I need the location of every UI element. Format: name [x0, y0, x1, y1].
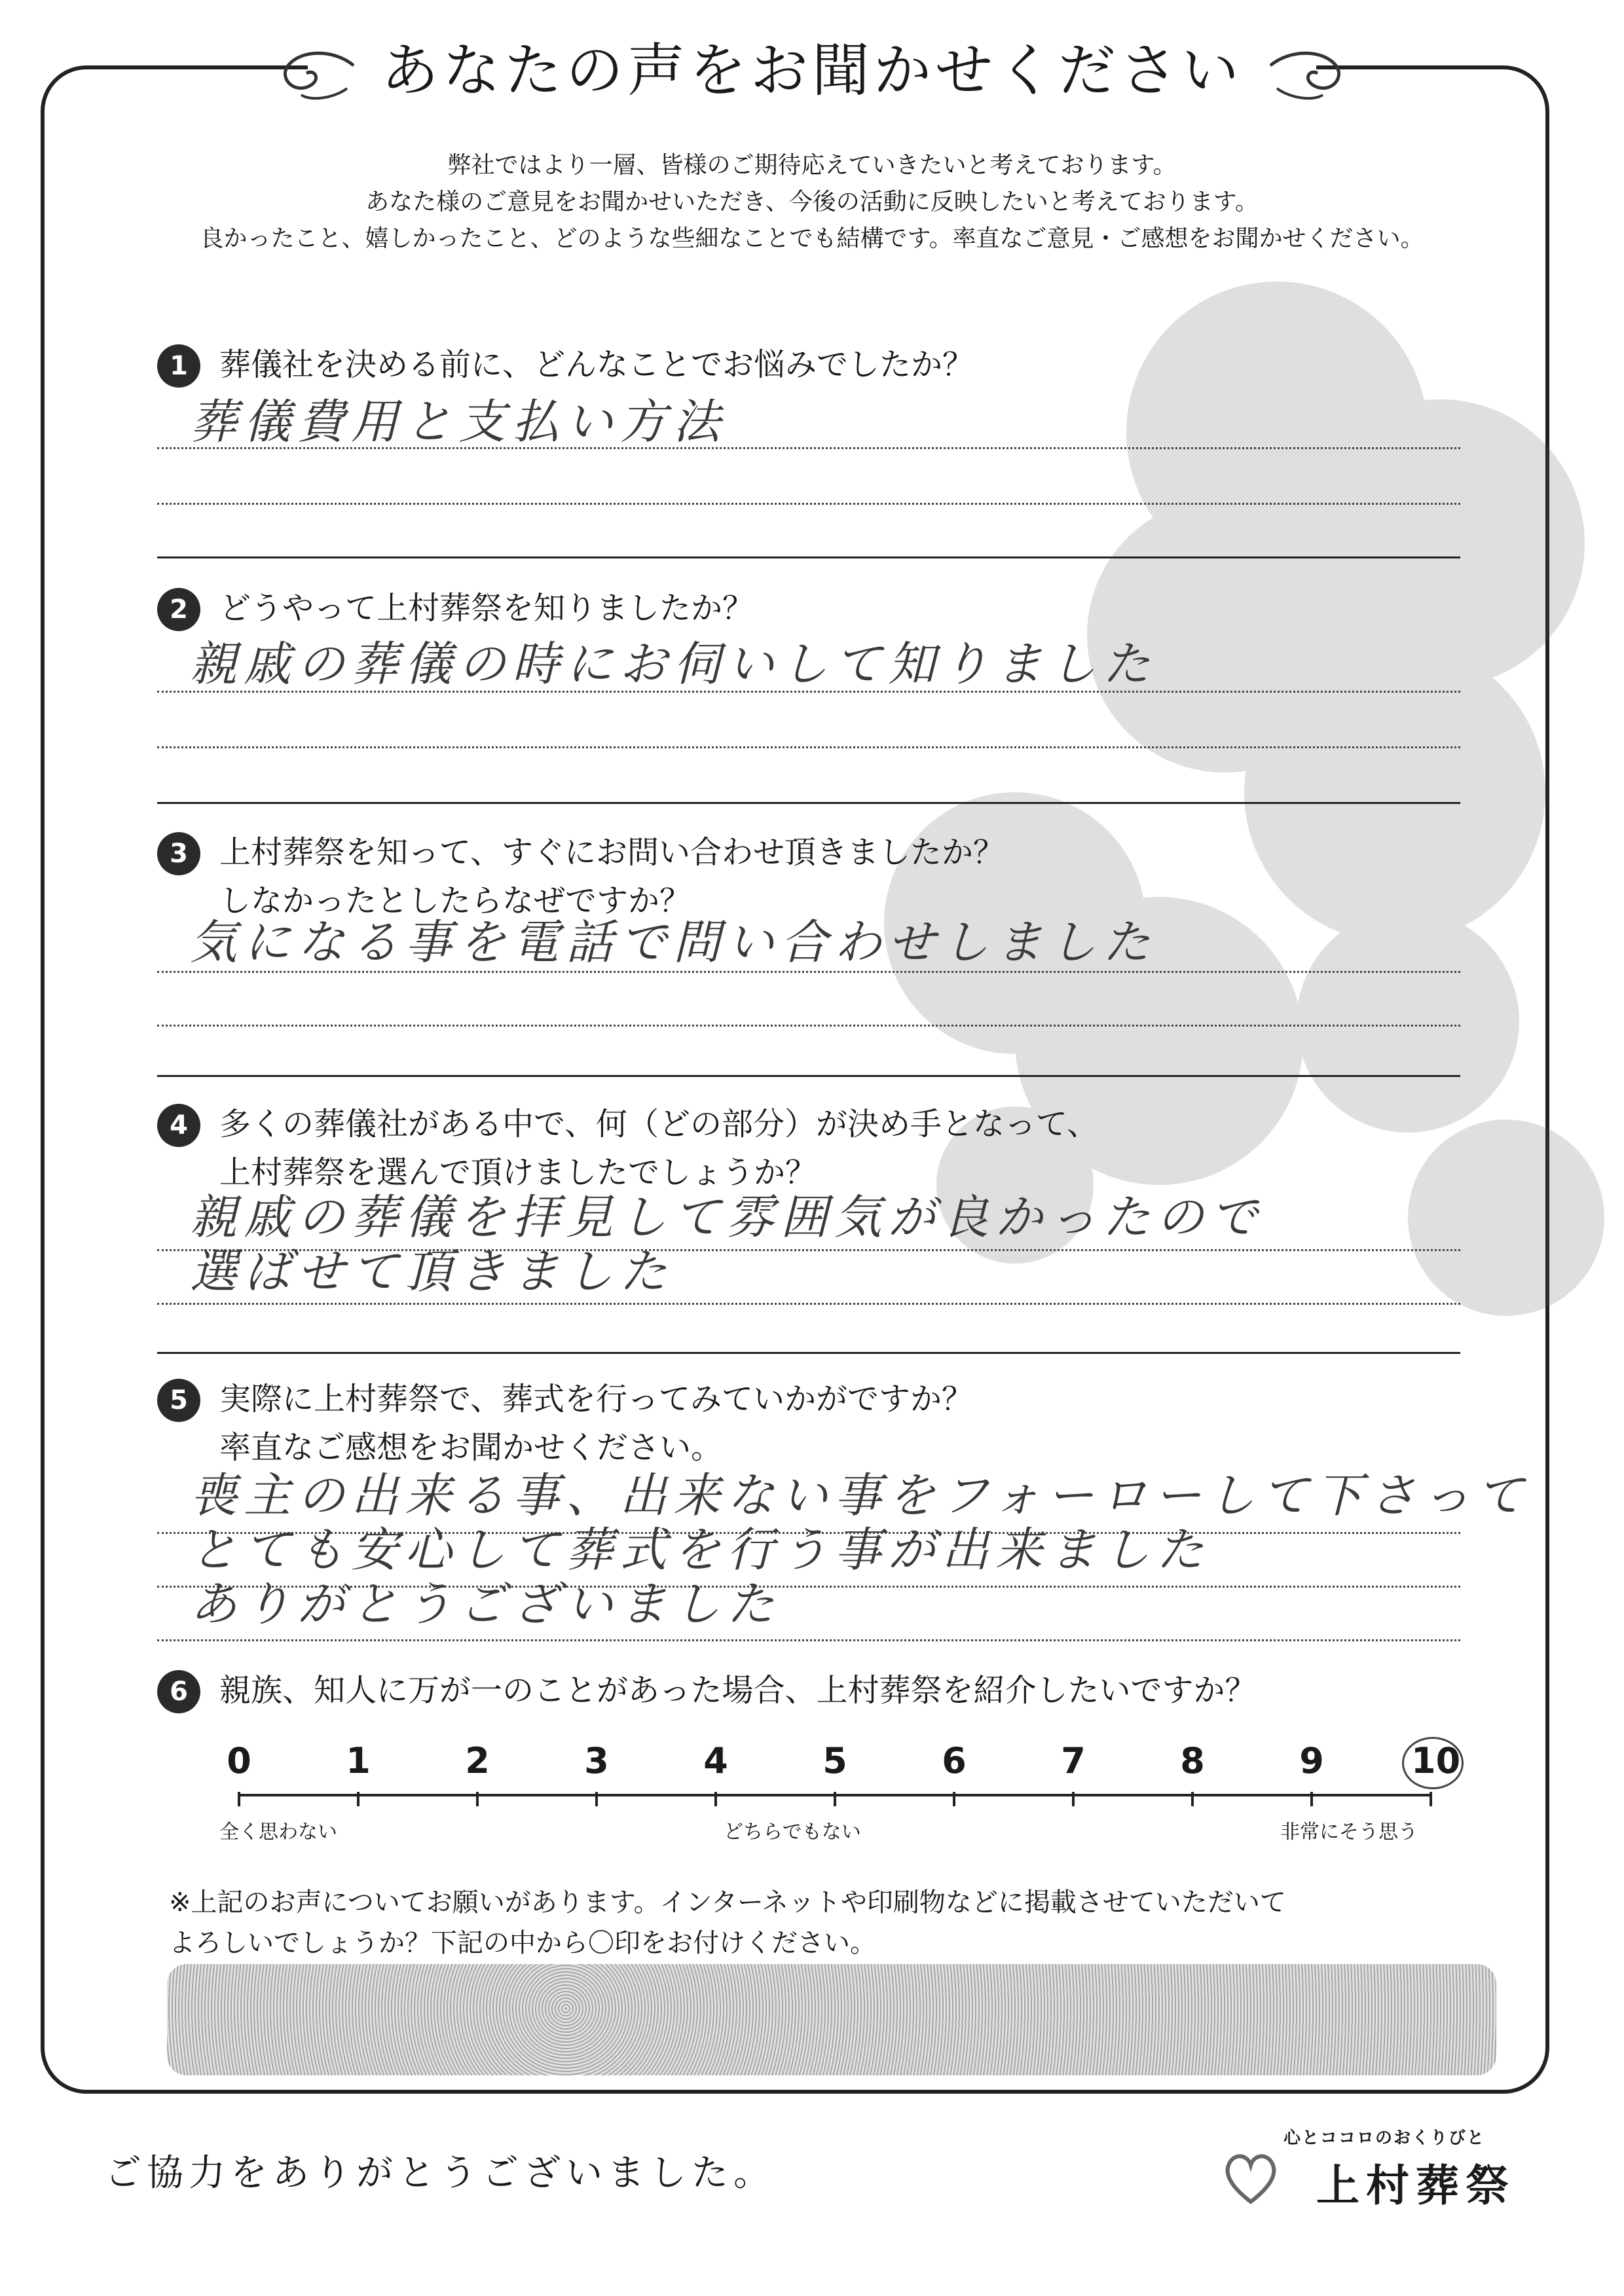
logo-tagline: 心とココロのおくりびと	[1283, 2128, 1486, 2148]
flourish-right-icon	[1264, 46, 1349, 105]
scale-tick-mark	[595, 1792, 598, 1806]
scale-tick-label: 6	[942, 1740, 967, 1781]
redacted-area	[167, 1964, 1496, 2075]
flourish-left-icon	[275, 46, 360, 105]
scale-tick-8	[1173, 1738, 1212, 1784]
intro-line: あなた様のご意見をお聞かせいただき、今後の活動に反映したいと考えております。	[365, 189, 1259, 215]
section-divider	[157, 556, 1460, 558]
answer-line	[157, 971, 1460, 973]
scale-tick-label: 2	[465, 1740, 490, 1781]
scale-tick-1	[339, 1738, 378, 1784]
question-text: 上村葬祭を知って、すぐにお問い合わせ頂きましたか？ しなかったとしたらなぜですか？	[219, 834, 1005, 919]
question-number: 6	[157, 1670, 200, 1713]
intro-line: 弊社ではより一層、皆様のご期待応えていきたいと考えております。	[447, 152, 1177, 179]
answer-5-line-1: 喪主の出来る事、出来ない事をフォーローして下さって	[190, 1468, 1530, 1523]
heart-logo-icon	[1218, 2144, 1283, 2210]
section-divider	[157, 1352, 1460, 1354]
scale-tick-label: 5	[822, 1740, 847, 1781]
answer-5-line-2: とても安心して葬式を行う事が出来ました	[190, 1522, 1211, 1577]
question-number: 5	[157, 1379, 200, 1422]
intro-line: 良かったこと、嬉しかったこと、どのような些細なことでも結構です。率直なご意見・ご感想をお聞かせください。	[200, 225, 1424, 252]
scale-tick-mark	[357, 1792, 360, 1806]
section-divider	[157, 1075, 1460, 1077]
scale-tick-label: 10	[1411, 1740, 1461, 1781]
answer-line	[157, 1639, 1460, 1641]
scale-tick-3	[577, 1738, 616, 1784]
answer-line	[157, 1025, 1460, 1027]
selected-circle-icon	[1402, 1737, 1464, 1789]
answer-line	[157, 503, 1460, 505]
answer-5-line-3: ありがとうございました	[190, 1576, 781, 1631]
scale-tick-10	[1411, 1738, 1461, 1784]
scale-tick-mark	[834, 1792, 836, 1806]
answer-1: 葬儀費用と支払い方法	[190, 394, 728, 449]
scale-tick-mark	[714, 1792, 717, 1806]
scale-tick-label: 3	[584, 1740, 609, 1781]
question-text: 親族、知人に万が一のことがあった場合、上村葬祭を紹介したいですか？	[219, 1672, 1257, 1709]
publication-note: ※上記のお声についてお願いがあります。インターネットや印刷物などに掲載させていただいて よろしいでしょうか？下記の中から〇印をお付けください。	[169, 1887, 1286, 1958]
scale-tick-label: 9	[1299, 1740, 1324, 1781]
scale-tick-0	[219, 1738, 259, 1784]
scale-tick-7	[1054, 1738, 1093, 1784]
title-block	[308, 38, 1316, 103]
scale-tick-label: 7	[1061, 1740, 1086, 1781]
question-text: どうやって上村葬祭を知りましたか？	[219, 590, 754, 627]
scale-tick-label: 0	[227, 1740, 251, 1781]
scale-tick-mark	[238, 1792, 240, 1806]
scale-tick-6	[934, 1738, 974, 1784]
scale-label-high: 非常にそう思う	[1280, 1821, 1418, 1844]
answer-line	[157, 1303, 1460, 1305]
scale-label-low: 全く思わない	[219, 1821, 337, 1844]
question-text: 葬儀社を決める前に、どんなことでお悩みでしたか？	[219, 346, 974, 383]
scale-tick-label: 4	[703, 1740, 728, 1781]
scale-tick-mark	[953, 1792, 955, 1806]
rating-scale	[219, 1738, 1461, 1844]
scale-tick-2	[458, 1738, 497, 1784]
scale-tick-mark	[1072, 1792, 1075, 1806]
scale-tick-9	[1292, 1738, 1331, 1784]
scale-tick-mark	[1191, 1792, 1194, 1806]
question-text: 多くの葬儀社がある中で、何（どの部分）が決め手となって、 上村葬祭を選んで頂けましたでしょうか？	[219, 1106, 1099, 1191]
answer-line	[157, 746, 1460, 748]
answer-3: 気になる事を電話で問い合わせしました	[190, 915, 1157, 970]
section-divider	[157, 802, 1460, 804]
answer-2: 親戚の葬儀の時にお伺いして知りました	[190, 636, 1157, 691]
logo-name: 上村葬祭	[1316, 2160, 1515, 2211]
page-title: あなたの声をお聞かせください	[380, 37, 1243, 104]
scale-tick-5	[815, 1738, 855, 1784]
question-number: 2	[157, 588, 200, 631]
scale-tick-mark	[1310, 1792, 1313, 1806]
scale-tick-label: 1	[346, 1740, 371, 1781]
scale-tick-mark	[1430, 1792, 1432, 1806]
answer-4-line-1: 親戚の葬儀を拝見して雰囲気が良かったので	[190, 1190, 1264, 1245]
question-number: 1	[157, 344, 200, 388]
thanks-text: ご協力をありがとうございました。	[105, 2152, 775, 2195]
company-logo	[1218, 2124, 1532, 2216]
scale-tick-mark	[476, 1792, 479, 1806]
question-number: 4	[157, 1104, 200, 1147]
intro-text	[131, 147, 1493, 257]
scale-tick-4	[696, 1738, 735, 1784]
scale-label-mid: どちらでもない	[724, 1821, 861, 1844]
question-number: 3	[157, 832, 200, 875]
answer-4-line-2: 選ばせて頂きました	[190, 1244, 674, 1299]
scale-tick-label: 8	[1180, 1740, 1205, 1781]
question-text: 実際に上村葬祭で、葬式を行ってみていかがですか？ 率直なご感想をお聞かせください。	[219, 1381, 974, 1466]
